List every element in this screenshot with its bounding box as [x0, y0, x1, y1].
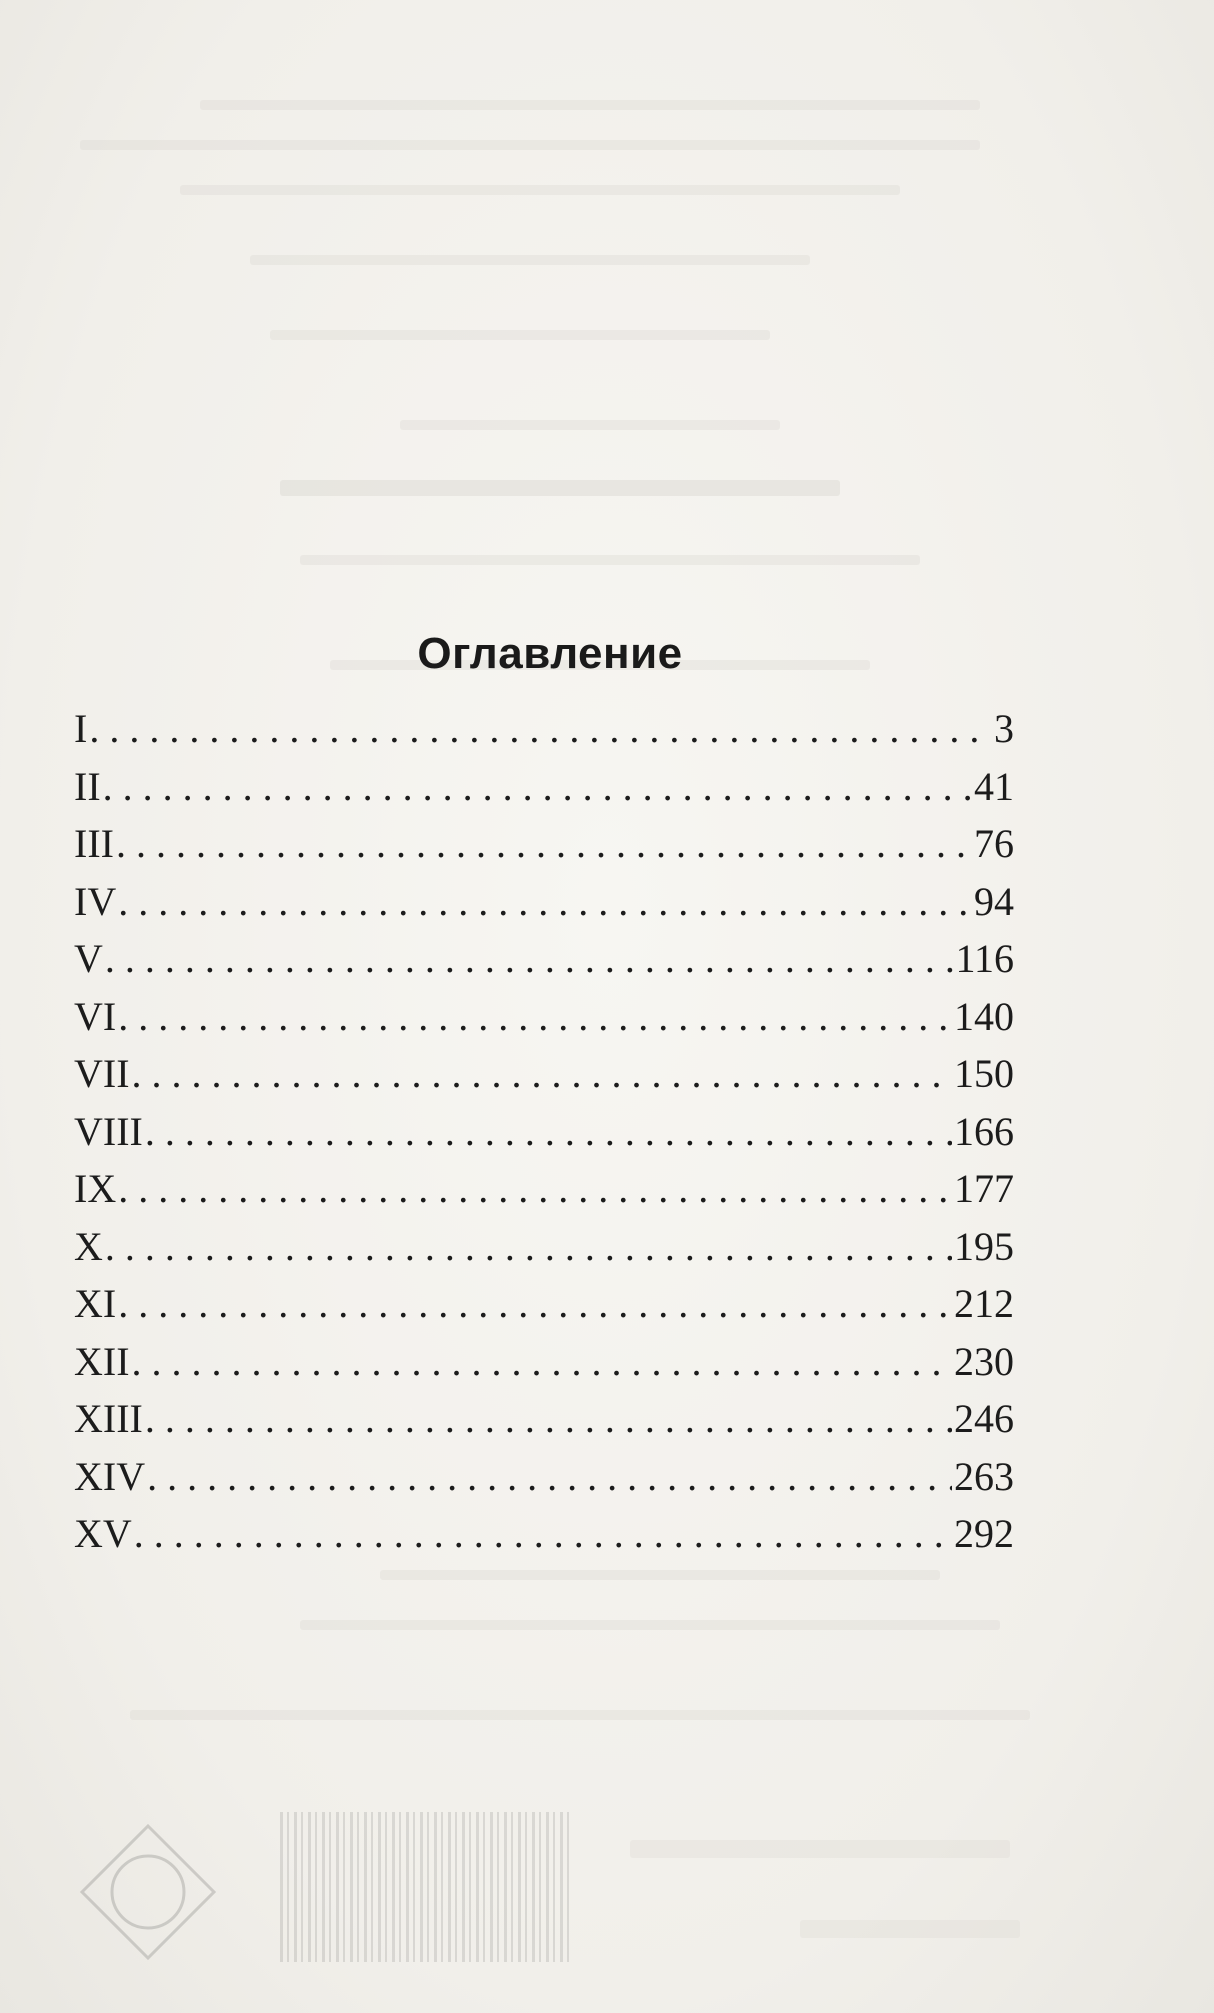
toc-entry	[74, 1218, 1014, 1276]
toc-leader-dots	[105, 1218, 952, 1276]
toc-page-number: 263	[954, 1453, 1014, 1499]
toc-page-number: 292	[954, 1511, 1014, 1556]
bleed-through-line	[630, 1840, 1010, 1858]
toc-entry	[74, 873, 1014, 931]
toc-leader-dots	[134, 1505, 952, 1563]
toc-leader-dots	[145, 1103, 952, 1161]
toc-leader-dots	[132, 1333, 952, 1391]
toc-page-number: 195	[954, 1223, 1014, 1269]
bleed-through-line	[380, 1570, 940, 1580]
toc-page-number: 116	[955, 936, 1014, 981]
bleed-through-line	[80, 140, 980, 150]
toc-page-number: 41	[974, 763, 1014, 809]
toc-chapter-number: VIII	[74, 1108, 143, 1154]
toc-page-number: 166	[954, 1108, 1014, 1154]
toc-entry	[74, 1045, 1014, 1103]
toc-chapter-number: X	[74, 1223, 103, 1269]
toc-page-number: 150	[954, 1051, 1014, 1096]
toc-page-number: 3	[994, 706, 1014, 751]
toc-page-number: 212	[954, 1281, 1014, 1326]
toc-entry	[74, 700, 1014, 758]
bleed-through-line	[270, 330, 770, 340]
toc-leader-dots	[116, 815, 972, 873]
toc-chapter-number: III	[74, 821, 114, 866]
toc-page-number: 177	[954, 1166, 1014, 1211]
toc-page-number: 76	[974, 821, 1014, 866]
toc-chapter-number: I	[74, 706, 88, 751]
toc-leader-dots	[103, 758, 972, 816]
toc-entry	[74, 988, 1014, 1046]
toc-chapter-number: XIV	[74, 1453, 146, 1499]
toc-chapter-number: V	[74, 936, 103, 981]
toc-entry	[74, 815, 1014, 873]
page-title: Оглавление	[417, 629, 683, 679]
bleed-through-line	[800, 1920, 1020, 1938]
toc-entry	[74, 1160, 1014, 1218]
toc-chapter-number: XII	[74, 1338, 130, 1384]
toc-page-number: 246	[954, 1396, 1014, 1441]
toc-entry	[74, 1505, 1014, 1563]
bleed-through-line	[300, 555, 920, 565]
toc-leader-dots	[132, 1045, 952, 1103]
toc-chapter-number: XI	[74, 1281, 117, 1326]
toc-leader-dots	[145, 1390, 952, 1448]
toc-chapter-number: VII	[74, 1051, 130, 1096]
toc-leader-dots	[118, 873, 972, 931]
toc-chapter-number: IV	[74, 878, 117, 924]
toc-chapter-number: IX	[74, 1166, 117, 1211]
toc-entry	[74, 1390, 1014, 1448]
toc-entry	[74, 1275, 1014, 1333]
toc-page-number: 94	[974, 878, 1014, 924]
bleed-through-line	[400, 420, 780, 430]
toc-page-number: 230	[954, 1338, 1014, 1384]
toc-leader-dots	[89, 700, 992, 758]
toc-leader-dots	[147, 1448, 952, 1506]
toc-chapter-number: XV	[74, 1511, 132, 1556]
toc-leader-dots	[118, 988, 952, 1046]
bleed-through-line	[200, 100, 980, 110]
bleed-through-line	[250, 255, 810, 265]
bleed-through-line	[180, 185, 900, 195]
toc-entry	[74, 1103, 1014, 1161]
age-rating-badge-icon	[78, 1822, 218, 1962]
toc-leader-dots	[118, 1275, 952, 1333]
barcode-icon	[280, 1812, 570, 1962]
toc-entry	[74, 1448, 1014, 1506]
toc-chapter-number: XIII	[74, 1396, 143, 1441]
toc-leader-dots	[118, 1160, 952, 1218]
toc-chapter-number: VI	[74, 993, 117, 1039]
toc-entry	[74, 1333, 1014, 1391]
toc-chapter-number: II	[74, 763, 101, 809]
toc-entry	[74, 930, 1014, 988]
bleed-through-line	[280, 480, 840, 496]
table-of-contents	[74, 700, 1014, 1563]
bleed-through-line	[300, 1620, 1000, 1630]
bleed-through-line	[130, 1710, 1030, 1720]
toc-page-number: 140	[954, 993, 1014, 1039]
toc-entry	[74, 758, 1014, 816]
toc-leader-dots	[105, 930, 954, 988]
